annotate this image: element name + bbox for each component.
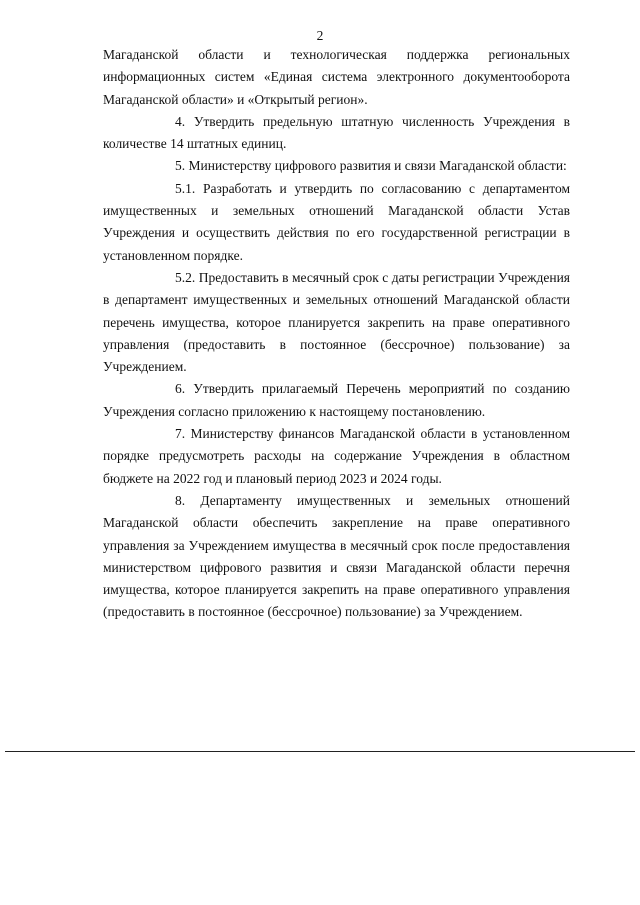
paragraph-number: 5.1. (175, 180, 196, 196)
paragraph-6 (103, 378, 570, 423)
paragraph-7 (103, 423, 570, 490)
paragraph-text: Министерству финансов Магаданской области в установленном порядке предусмотреть расходы на содержание Учреждения в областном бюджете на 2022 год и плановый период 2023 и 2024 годы. (103, 426, 570, 486)
paragraph-text: Разработать и утвердить по согласованию с департаментом имущественных и земельных отношений Магаданской области Устав Учреждения и осуществить действия по его государственной регистрации в установленном порядке. (103, 180, 571, 263)
page-number: 2 (316, 28, 324, 43)
paragraph-text: Предоставить в месячный срок с даты регистрации Учреждения в департамент имущественных и земельных отношений Магаданской области перечень имущества, которое планируется закрепить на праве оперативного управления (предоставить в постоянное (бессрочное) пользование) за Учреждением. (103, 269, 570, 375)
paragraph-number: 4. (175, 113, 186, 129)
paragraph-text: Утвердить предельную штатную численность Учреждения в количестве 14 штатных единиц. (103, 113, 570, 152)
paragraph-5-1 (103, 178, 570, 267)
paragraph-5 (103, 155, 570, 177)
paragraph-4 (103, 111, 570, 156)
paragraph-8 (103, 490, 570, 624)
paragraph-text: Министерству цифрового развития и связи Магаданской области: (188, 158, 567, 174)
paragraph-number: 6. (175, 381, 186, 397)
paragraph-continuation (103, 44, 570, 111)
paragraph-number: 5.2. (175, 269, 196, 285)
paragraph-number: 5. (175, 158, 186, 174)
paragraph-number: 7. (175, 426, 186, 442)
paragraph-text: Утвердить прилагаемый Перечень мероприятий по созданию Учреждения согласно приложению к настоящему постановлению. (103, 381, 570, 419)
paragraph-5-2 (103, 267, 570, 378)
document-body (103, 44, 570, 624)
paragraph-text: Магаданской области и технологическая поддержка региональных информационных систем «Единая система электронного документооборота Магаданской области» и «Открытый регион». (103, 47, 570, 107)
paragraph-text: Департаменту имущественных и земельных отношений Магаданской области обеспечить закрепление на праве оперативного управления за Учреждением имущества в месячный срок после предоставления министерством цифрового развития и связи Магаданской области перечня имущества, которое планируется закрепить на праве оперативного управления (предоставить в постоянное (бессрочное) пользование) за Учреждением. (103, 492, 570, 620)
footer-divider-line (5, 751, 635, 752)
paragraph-number: 8. (175, 492, 186, 508)
